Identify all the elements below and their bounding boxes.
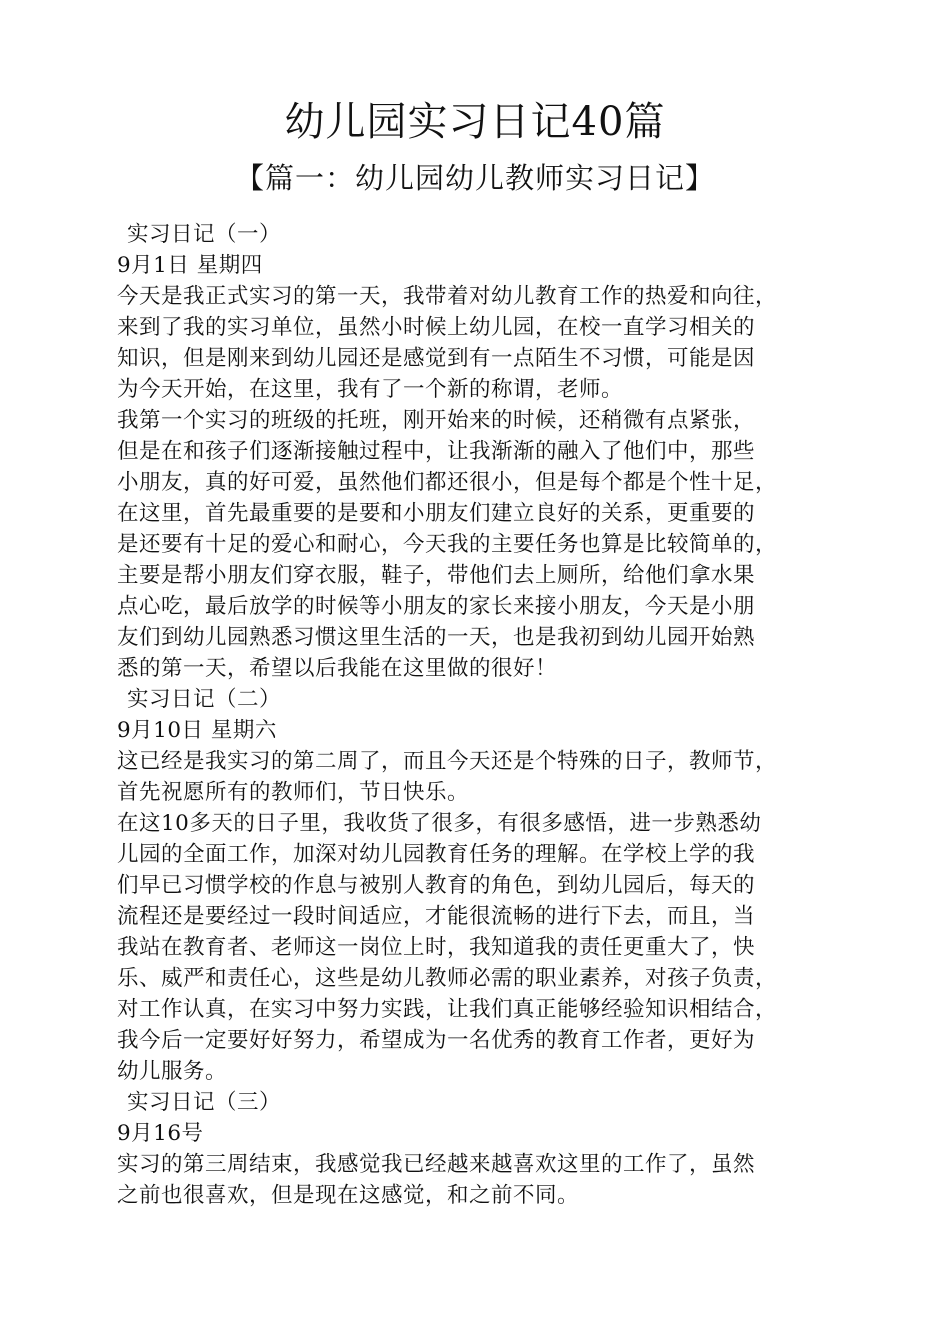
document-title: 幼儿园实习日记40篇 — [284, 99, 666, 145]
text-line: 但是在和孩子们逐渐接触过程中，让我渐渐的融入了他们中，那些 — [117, 439, 756, 464]
text-line: 9月10日 星期六 — [117, 718, 277, 743]
text-line: 儿园的全面工作，加深对幼儿园教育任务的理解。在学校上学的我 — [117, 842, 756, 867]
text-line: 主要是帮小朋友们穿衣服，鞋子，带他们去上厕所，给他们拿水果 — [117, 563, 756, 588]
text-line: 对工作认真，在实习中努力实践，让我们真正能够经验知识相结合， — [117, 997, 778, 1022]
text-line: 来到了我的实习单位，虽然小时候上幼儿园，在校一直学习相关的 — [117, 315, 756, 340]
text-line: 流程还是要经过一段时间适应，才能很流畅的进行下去，而且，当 — [117, 904, 756, 929]
text-line: 小朋友，真的好可爱，虽然他们都还很小，但是每个都是个性十足， — [117, 470, 778, 495]
document-subtitle: 【篇一：幼儿园幼儿教师实习日记】 — [234, 161, 715, 195]
text-line: 是还要有十足的爱心和耐心，今天我的主要任务也算是比较简单的， — [117, 532, 778, 557]
text-line: 我第一个实习的班级的托班，刚开始来的时候，还稍微有点紧张， — [117, 408, 756, 433]
section-heading: 实习日记（三） — [127, 1090, 282, 1115]
text-line: 这已经是我实习的第二周了，而且今天还是个特殊的日子，教师节， — [117, 749, 778, 774]
text-line: 悉的第一天，希望以后我能在这里做的很好！ — [117, 656, 558, 681]
document-body — [117, 219, 857, 1211]
text-line: 我站在教育者、老师这一岗位上时，我知道我的责任更重大了，快 — [117, 935, 756, 960]
text-line: 9月1日 星期四 — [117, 253, 263, 278]
section-heading: 实习日记（一） — [127, 222, 282, 247]
text-line: 之前也很喜欢，但是现在这感觉，和之前不同。 — [117, 1183, 580, 1208]
text-line: 幼儿服务。 — [117, 1059, 228, 1084]
text-line: 乐、威严和责任心，这些是幼儿教师必需的职业素养，对孩子负责， — [117, 966, 778, 991]
text-line: 友们到幼儿园熟悉习惯这里生活的一天，也是我初到幼儿园开始熟 — [117, 625, 756, 650]
text-line: 首先祝愿所有的教师们，节日快乐。 — [117, 780, 470, 805]
text-line: 在这10多天的日子里，我收货了很多，有很多感悟，进一步熟悉幼 — [117, 811, 762, 836]
text-line: 知识，但是刚来到幼儿园还是感觉到有一点陌生不习惯，可能是因 — [117, 346, 756, 371]
text-line: 实习的第三周结束，我感觉我已经越来越喜欢这里的工作了，虽然 — [117, 1152, 756, 1177]
section-heading: 实习日记（二） — [127, 687, 282, 712]
text-line: 9月16号 — [117, 1121, 204, 1146]
text-line: 我今后一定要好好努力，希望成为一名优秀的教育工作者，更好为 — [117, 1028, 756, 1053]
text-line: 今天是我正式实习的第一天，我带着对幼儿教育工作的热爱和向往， — [117, 284, 778, 309]
text-line: 在这里，首先最重要的是要和小朋友们建立良好的关系，更重要的 — [117, 501, 756, 526]
text-line: 为今天开始，在这里，我有了一个新的称谓，老师。 — [117, 377, 624, 402]
text-line: 们早已习惯学校的作息与被别人教育的角色，到幼儿园后，每天的 — [117, 873, 756, 898]
text-line: 点心吃，最后放学的时候等小朋友的家长来接小朋友，今天是小朋 — [117, 594, 756, 619]
